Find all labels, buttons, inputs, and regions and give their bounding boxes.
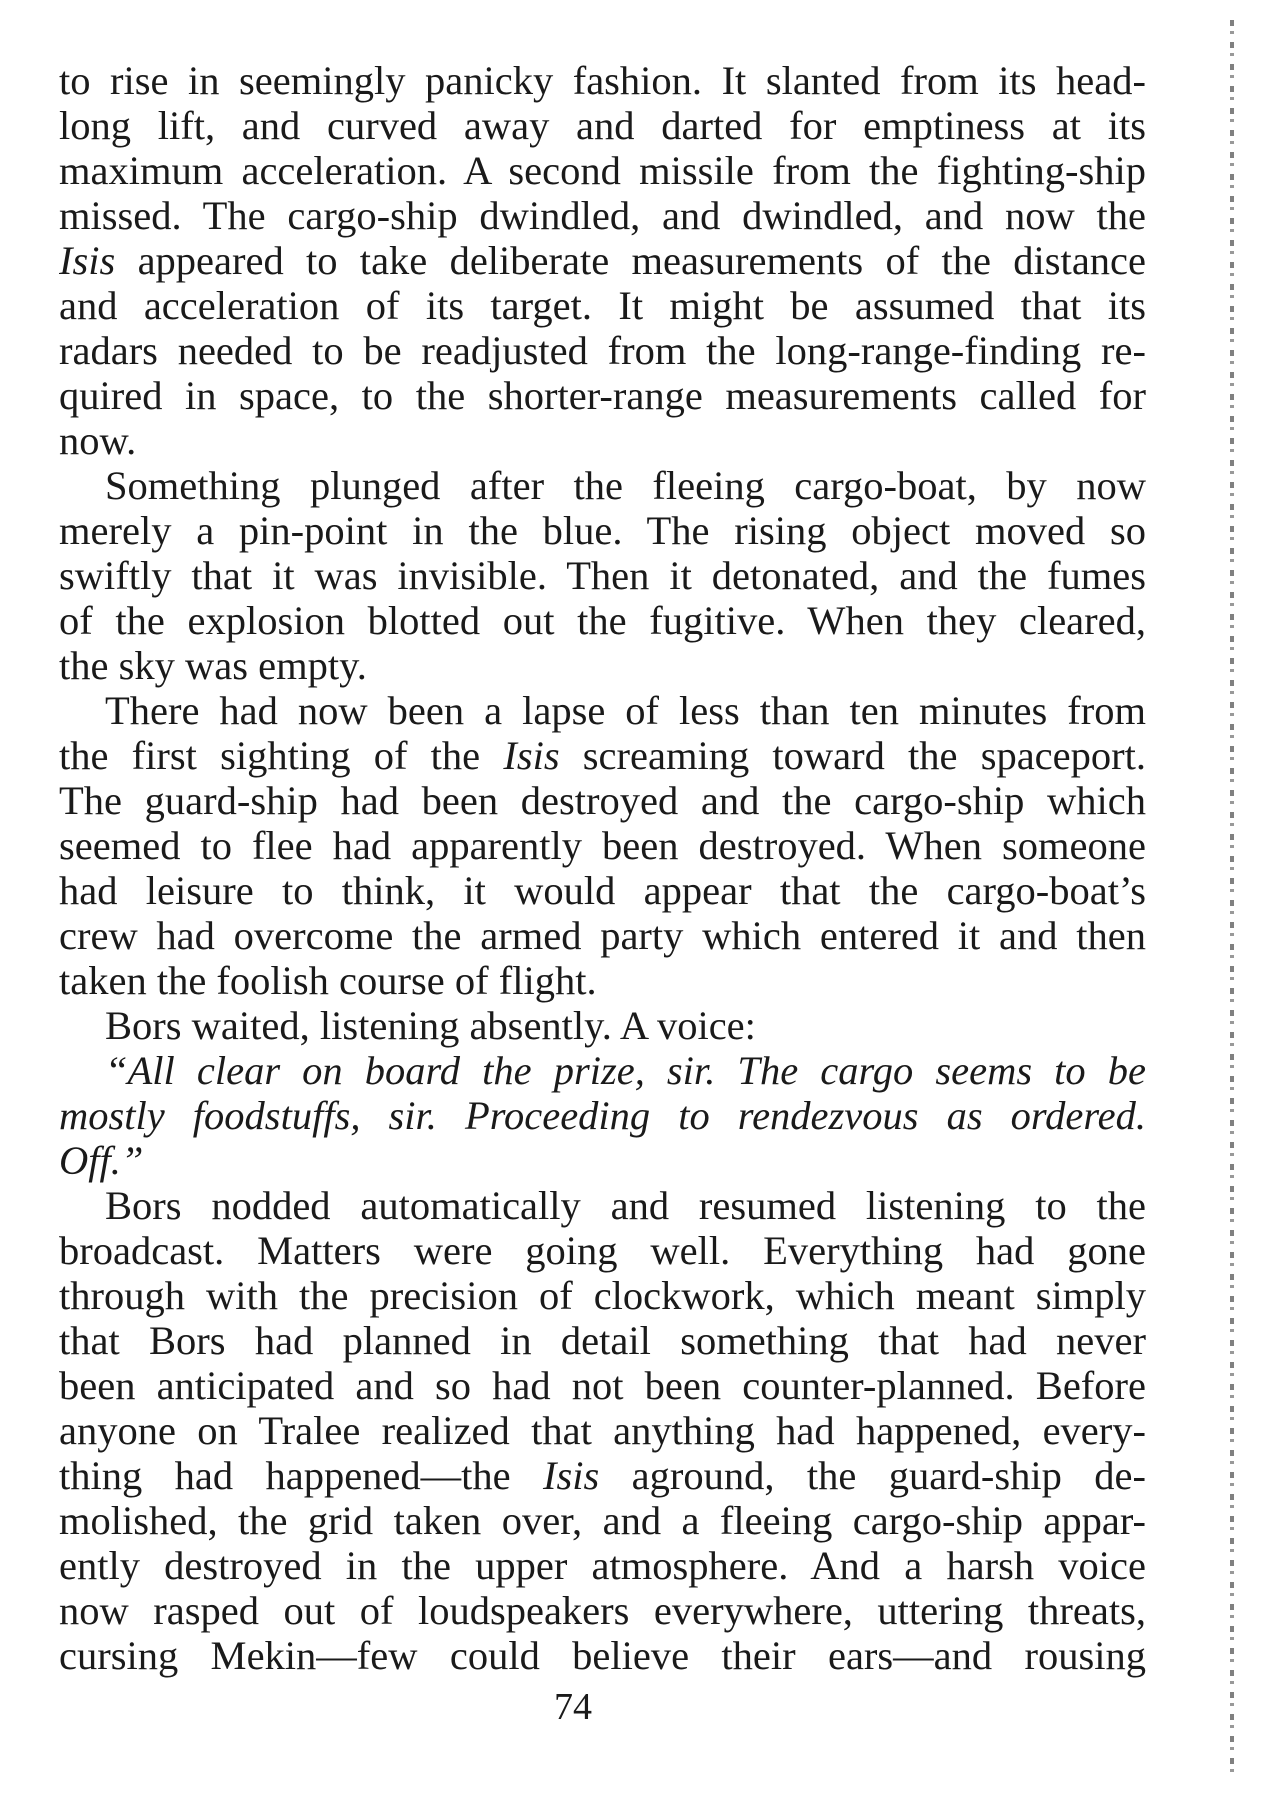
text-line: long lift, and curved away and darted for emptiness at its: [59, 103, 1146, 148]
text-line: of the explosion blotted out the fugitive. When they cleared,: [59, 598, 1146, 643]
text-line: the sky was empty.: [59, 643, 367, 688]
text-line: anyone on Tralee realized that anything had happened, every-: [59, 1408, 1146, 1453]
text-line: crew had overcome the armed party which entered it and then: [59, 913, 1146, 958]
text-line: been anticipated and so had not been counter-planned. Before: [59, 1363, 1146, 1408]
text-line: molished, the grid taken over, and a fleeing cargo-ship appar-: [59, 1498, 1146, 1543]
text-line: maximum acceleration. A second missile from the fighting-ship: [59, 148, 1146, 193]
page-body-text: [59, 58, 1146, 1678]
text-line: “All clear on board the prize, sir. The cargo seems to be: [105, 1048, 1146, 1093]
text-line: swiftly that it was invisible. Then it detonated, and the fumes: [59, 553, 1146, 598]
text-line: Isis appeared to take deliberate measurements of the distance: [59, 238, 1146, 283]
text-line: merely a pin-point in the blue. The rising object moved so: [59, 508, 1146, 553]
page-number: 74: [554, 1686, 592, 1728]
text-line: radars needed to be readjusted from the long-range-finding re-: [59, 328, 1146, 373]
text-line: quired in space, to the shorter-range measurements called for: [59, 373, 1146, 418]
text-line: the first sighting of the Isis screaming toward the spaceport.: [59, 733, 1146, 778]
text-line: thing had happened—the Isis aground, the guard-ship de-: [59, 1453, 1146, 1498]
text-line: There had now been a lapse of less than ten minutes from: [105, 688, 1146, 733]
text-line: through with the precision of clockwork, which meant simply: [59, 1273, 1146, 1318]
text-line: Bors waited, listening absently. A voice:: [105, 1003, 756, 1048]
text-line: now.: [59, 418, 137, 463]
text-line: taken the foolish course of flight.: [59, 958, 597, 1003]
text-line: broadcast. Matters were going well. Everything had gone: [59, 1228, 1146, 1273]
text-line: The guard-ship had been destroyed and the cargo-ship which: [59, 778, 1146, 823]
text-line: missed. The cargo-ship dwindled, and dwindled, and now the: [59, 193, 1146, 238]
text-line: mostly foodstuffs, sir. Proceeding to rendezvous as ordered.: [59, 1093, 1146, 1138]
text-line: ently destroyed in the upper atmosphere. And a harsh voice: [59, 1543, 1146, 1588]
page-binding-edge: [1230, 20, 1234, 1780]
text-line: that Bors had planned in detail something that had never: [59, 1318, 1146, 1363]
text-line: cursing Mekin—few could believe their ears—and rousing: [59, 1633, 1146, 1678]
text-line: Off.”: [59, 1138, 144, 1183]
text-line: to rise in seemingly panicky fashion. It slanted from its head-: [59, 58, 1146, 103]
text-line: now rasped out of loudspeakers everywhere, uttering threats,: [59, 1588, 1146, 1633]
text-line: and acceleration of its target. It might be assumed that its: [59, 283, 1146, 328]
text-line: Something plunged after the fleeing cargo-boat, by now: [105, 463, 1146, 508]
text-line: seemed to flee had apparently been destroyed. When someone: [59, 823, 1146, 868]
text-line: had leisure to think, it would appear that the cargo-boat’s: [59, 868, 1146, 913]
text-line: Bors nodded automatically and resumed listening to the: [105, 1183, 1146, 1228]
